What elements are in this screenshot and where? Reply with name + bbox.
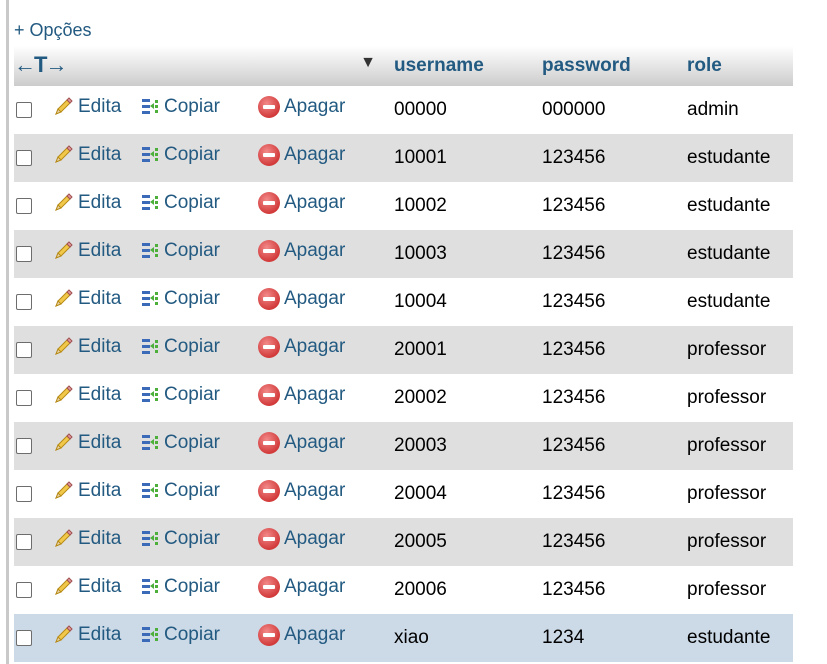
edit-cell (52, 278, 140, 326)
table-row (14, 518, 793, 566)
row-checkbox[interactable] (16, 390, 32, 406)
cell-password[interactable]: 123456 (536, 326, 681, 374)
sort-caret-icon[interactable]: ▼ (360, 54, 376, 71)
edit-label: Edita (78, 528, 122, 549)
row-checkbox[interactable] (16, 582, 32, 598)
pencil-icon (52, 288, 74, 310)
copy-link[interactable] (140, 528, 220, 550)
copy-icon (140, 576, 160, 598)
copy-cell (140, 566, 258, 614)
delete-icon (258, 576, 280, 598)
copy-label: Copiar (164, 96, 220, 117)
table-row (14, 470, 793, 518)
delete-icon (258, 96, 280, 118)
cell-password[interactable]: 123456 (536, 134, 681, 182)
cell-password[interactable]: 123456 (536, 566, 681, 614)
cell-role[interactable]: professor (681, 374, 793, 422)
table-row (14, 614, 793, 662)
edit-cell (52, 134, 140, 182)
row-checkbox-cell (14, 422, 52, 470)
edit-cell (52, 566, 140, 614)
copy-cell (140, 278, 258, 326)
copy-cell (140, 134, 258, 182)
pencil-icon (52, 432, 74, 454)
copy-icon (140, 288, 160, 310)
edit-cell (52, 518, 140, 566)
copy-link[interactable] (140, 336, 220, 358)
edit-label: Edita (78, 480, 122, 501)
options-link[interactable]: + Opções (14, 20, 92, 40)
copy-cell (140, 230, 258, 278)
row-checkbox-cell (14, 278, 52, 326)
row-checkbox[interactable] (16, 486, 32, 502)
delete-label: Apagar (284, 432, 346, 453)
edit-link[interactable] (52, 576, 121, 598)
delete-cell (258, 422, 388, 470)
delete-link[interactable] (258, 624, 345, 646)
row-checkbox-cell (14, 518, 52, 566)
row-checkbox-cell (14, 230, 52, 278)
copy-cell (140, 614, 258, 662)
delete-cell (258, 470, 388, 518)
cell-username[interactable]: 20003 (388, 422, 536, 470)
header-actions-cell (14, 46, 388, 86)
delete-cell (258, 182, 388, 230)
delete-link[interactable] (258, 480, 345, 502)
delete-label: Apagar (284, 336, 346, 357)
edit-link[interactable] (52, 384, 121, 406)
copy-icon (140, 384, 160, 406)
delete-icon (258, 624, 280, 646)
table-row (14, 422, 793, 470)
table-row (14, 278, 793, 326)
edit-cell (52, 470, 140, 518)
delete-label: Apagar (284, 384, 346, 405)
copy-cell (140, 326, 258, 374)
edit-cell (52, 182, 140, 230)
cell-username[interactable]: 20002 (388, 374, 536, 422)
cell-password[interactable]: 123456 (536, 374, 681, 422)
edit-cell (52, 422, 140, 470)
cell-role[interactable]: estudante (681, 230, 793, 278)
pencil-icon (52, 576, 74, 598)
delete-icon (258, 192, 280, 214)
copy-icon (140, 96, 160, 118)
column-header-password[interactable]: password (536, 46, 681, 86)
delete-cell (258, 230, 388, 278)
copy-link[interactable] (140, 432, 220, 454)
copy-label: Copiar (164, 240, 220, 261)
row-checkbox[interactable] (16, 630, 32, 646)
edit-label: Edita (78, 96, 122, 117)
delete-icon (258, 480, 280, 502)
delete-link[interactable] (258, 528, 345, 550)
edit-label: Edita (78, 384, 122, 405)
edit-link[interactable] (52, 144, 121, 166)
results-table (14, 46, 793, 662)
column-resize-arrows-icon[interactable]: ←T→ (14, 52, 66, 77)
delete-cell (258, 566, 388, 614)
row-checkbox[interactable] (16, 246, 32, 262)
delete-icon (258, 240, 280, 262)
cell-username[interactable]: 10004 (388, 278, 536, 326)
copy-link[interactable] (140, 480, 220, 502)
edit-link[interactable] (52, 192, 121, 214)
copy-label: Copiar (164, 192, 220, 213)
edit-link[interactable] (52, 288, 121, 310)
copy-link[interactable] (140, 144, 220, 166)
edit-link[interactable] (52, 432, 121, 454)
delete-cell (258, 374, 388, 422)
cell-role[interactable]: estudante (681, 614, 793, 662)
table-row (14, 326, 793, 374)
edit-link[interactable] (52, 624, 121, 646)
cell-role[interactable]: admin (681, 86, 793, 134)
edit-cell (52, 326, 140, 374)
edit-label: Edita (78, 576, 122, 597)
cell-role[interactable]: professor (681, 422, 793, 470)
delete-cell (258, 278, 388, 326)
cell-password[interactable]: 000000 (536, 86, 681, 134)
cell-username[interactable]: 20006 (388, 566, 536, 614)
pencil-icon (52, 192, 74, 214)
delete-icon (258, 144, 280, 166)
pencil-icon (52, 480, 74, 502)
cell-role[interactable]: professor (681, 518, 793, 566)
row-checkbox-cell (14, 86, 52, 134)
row-checkbox-cell (14, 182, 52, 230)
pencil-icon (52, 336, 74, 358)
cell-role[interactable]: estudante (681, 182, 793, 230)
copy-icon (140, 624, 160, 646)
cell-username[interactable]: 10003 (388, 230, 536, 278)
edit-link[interactable] (52, 96, 121, 118)
delete-label: Apagar (284, 192, 346, 213)
edit-cell (52, 614, 140, 662)
copy-icon (140, 336, 160, 358)
delete-link[interactable] (258, 192, 345, 214)
delete-cell (258, 614, 388, 662)
copy-link[interactable] (140, 624, 220, 646)
copy-icon (140, 240, 160, 262)
copy-label: Copiar (164, 144, 220, 165)
delete-label: Apagar (284, 576, 346, 597)
delete-label: Apagar (284, 96, 346, 117)
delete-label: Apagar (284, 288, 346, 309)
delete-cell (258, 134, 388, 182)
copy-label: Copiar (164, 288, 220, 309)
copy-label: Copiar (164, 624, 220, 645)
copy-link[interactable] (140, 384, 220, 406)
cell-password[interactable]: 1234 (536, 614, 681, 662)
table-row (14, 86, 793, 134)
copy-icon (140, 528, 160, 550)
delete-icon (258, 432, 280, 454)
delete-icon (258, 288, 280, 310)
row-checkbox-cell (14, 470, 52, 518)
delete-link[interactable] (258, 144, 345, 166)
copy-cell (140, 374, 258, 422)
copy-cell (140, 518, 258, 566)
copy-label: Copiar (164, 576, 220, 597)
copy-icon (140, 144, 160, 166)
copy-icon (140, 432, 160, 454)
edit-label: Edita (78, 624, 122, 645)
delete-label: Apagar (284, 480, 346, 501)
table-row (14, 230, 793, 278)
pencil-icon (52, 624, 74, 646)
edit-cell (52, 86, 140, 134)
row-checkbox-cell (14, 374, 52, 422)
row-checkbox-cell (14, 326, 52, 374)
cell-password[interactable]: 123456 (536, 470, 681, 518)
delete-link[interactable] (258, 432, 345, 454)
edit-label: Edita (78, 288, 122, 309)
pencil-icon (52, 384, 74, 406)
cell-username[interactable]: 10001 (388, 134, 536, 182)
row-checkbox[interactable] (16, 102, 32, 118)
cell-username[interactable]: 20005 (388, 518, 536, 566)
left-border-rule (6, 0, 9, 664)
delete-label: Apagar (284, 624, 346, 645)
edit-cell (52, 230, 140, 278)
copy-icon (140, 192, 160, 214)
pencil-icon (52, 144, 74, 166)
cell-username[interactable]: 20001 (388, 326, 536, 374)
copy-label: Copiar (164, 384, 220, 405)
cell-username[interactable]: xiao (388, 614, 536, 662)
row-checkbox[interactable] (16, 198, 32, 214)
copy-link[interactable] (140, 576, 220, 598)
cell-role[interactable]: estudante (681, 134, 793, 182)
delete-label: Apagar (284, 144, 346, 165)
edit-cell (52, 374, 140, 422)
copy-label: Copiar (164, 432, 220, 453)
table-row (14, 566, 793, 614)
table-header-row (14, 46, 793, 86)
copy-cell (140, 422, 258, 470)
edit-label: Edita (78, 336, 122, 357)
copy-label: Copiar (164, 336, 220, 357)
table-row (14, 182, 793, 230)
delete-cell (258, 326, 388, 374)
copy-label: Copiar (164, 480, 220, 501)
cell-password[interactable]: 123456 (536, 182, 681, 230)
edit-link[interactable] (52, 480, 121, 502)
cell-role[interactable]: professor (681, 566, 793, 614)
cell-password[interactable]: 123456 (536, 230, 681, 278)
delete-icon (258, 336, 280, 358)
delete-link[interactable] (258, 240, 345, 262)
delete-link[interactable] (258, 288, 345, 310)
pencil-icon (52, 240, 74, 262)
edit-link[interactable] (52, 336, 121, 358)
cell-password[interactable]: 123456 (536, 422, 681, 470)
cell-role[interactable]: estudante (681, 278, 793, 326)
delete-link[interactable] (258, 384, 345, 406)
cell-username[interactable]: 00000 (388, 86, 536, 134)
delete-label: Apagar (284, 240, 346, 261)
delete-link[interactable] (258, 96, 345, 118)
cell-role[interactable]: professor (681, 470, 793, 518)
edit-link[interactable] (52, 528, 121, 550)
copy-link[interactable] (140, 240, 220, 262)
pencil-icon (52, 96, 74, 118)
delete-cell (258, 86, 388, 134)
row-checkbox[interactable] (16, 342, 32, 358)
copy-cell (140, 182, 258, 230)
row-checkbox[interactable] (16, 438, 32, 454)
copy-cell (140, 86, 258, 134)
row-checkbox-cell (14, 134, 52, 182)
cell-username[interactable]: 10002 (388, 182, 536, 230)
delete-cell (258, 518, 388, 566)
copy-cell (140, 470, 258, 518)
edit-label: Edita (78, 240, 122, 261)
cell-password[interactable]: 123456 (536, 518, 681, 566)
delete-icon (258, 528, 280, 550)
delete-link[interactable] (258, 336, 345, 358)
row-checkbox-cell (14, 566, 52, 614)
copy-link[interactable] (140, 288, 220, 310)
edit-label: Edita (78, 144, 122, 165)
column-header-username[interactable]: username (388, 46, 536, 86)
edit-label: Edita (78, 192, 122, 213)
table-row (14, 374, 793, 422)
copy-label: Copiar (164, 528, 220, 549)
edit-link[interactable] (52, 240, 121, 262)
pencil-icon (52, 528, 74, 550)
row-checkbox[interactable] (16, 294, 32, 310)
delete-icon (258, 384, 280, 406)
cell-role[interactable]: professor (681, 326, 793, 374)
column-header-role[interactable]: role (681, 46, 793, 86)
cell-username[interactable]: 20004 (388, 470, 536, 518)
cell-password[interactable]: 123456 (536, 278, 681, 326)
row-checkbox-cell (14, 614, 52, 662)
copy-link[interactable] (140, 96, 220, 118)
copy-link[interactable] (140, 192, 220, 214)
delete-link[interactable] (258, 576, 345, 598)
row-checkbox[interactable] (16, 534, 32, 550)
copy-icon (140, 480, 160, 502)
table-row (14, 134, 793, 182)
delete-label: Apagar (284, 528, 346, 549)
edit-label: Edita (78, 432, 122, 453)
row-checkbox[interactable] (16, 150, 32, 166)
